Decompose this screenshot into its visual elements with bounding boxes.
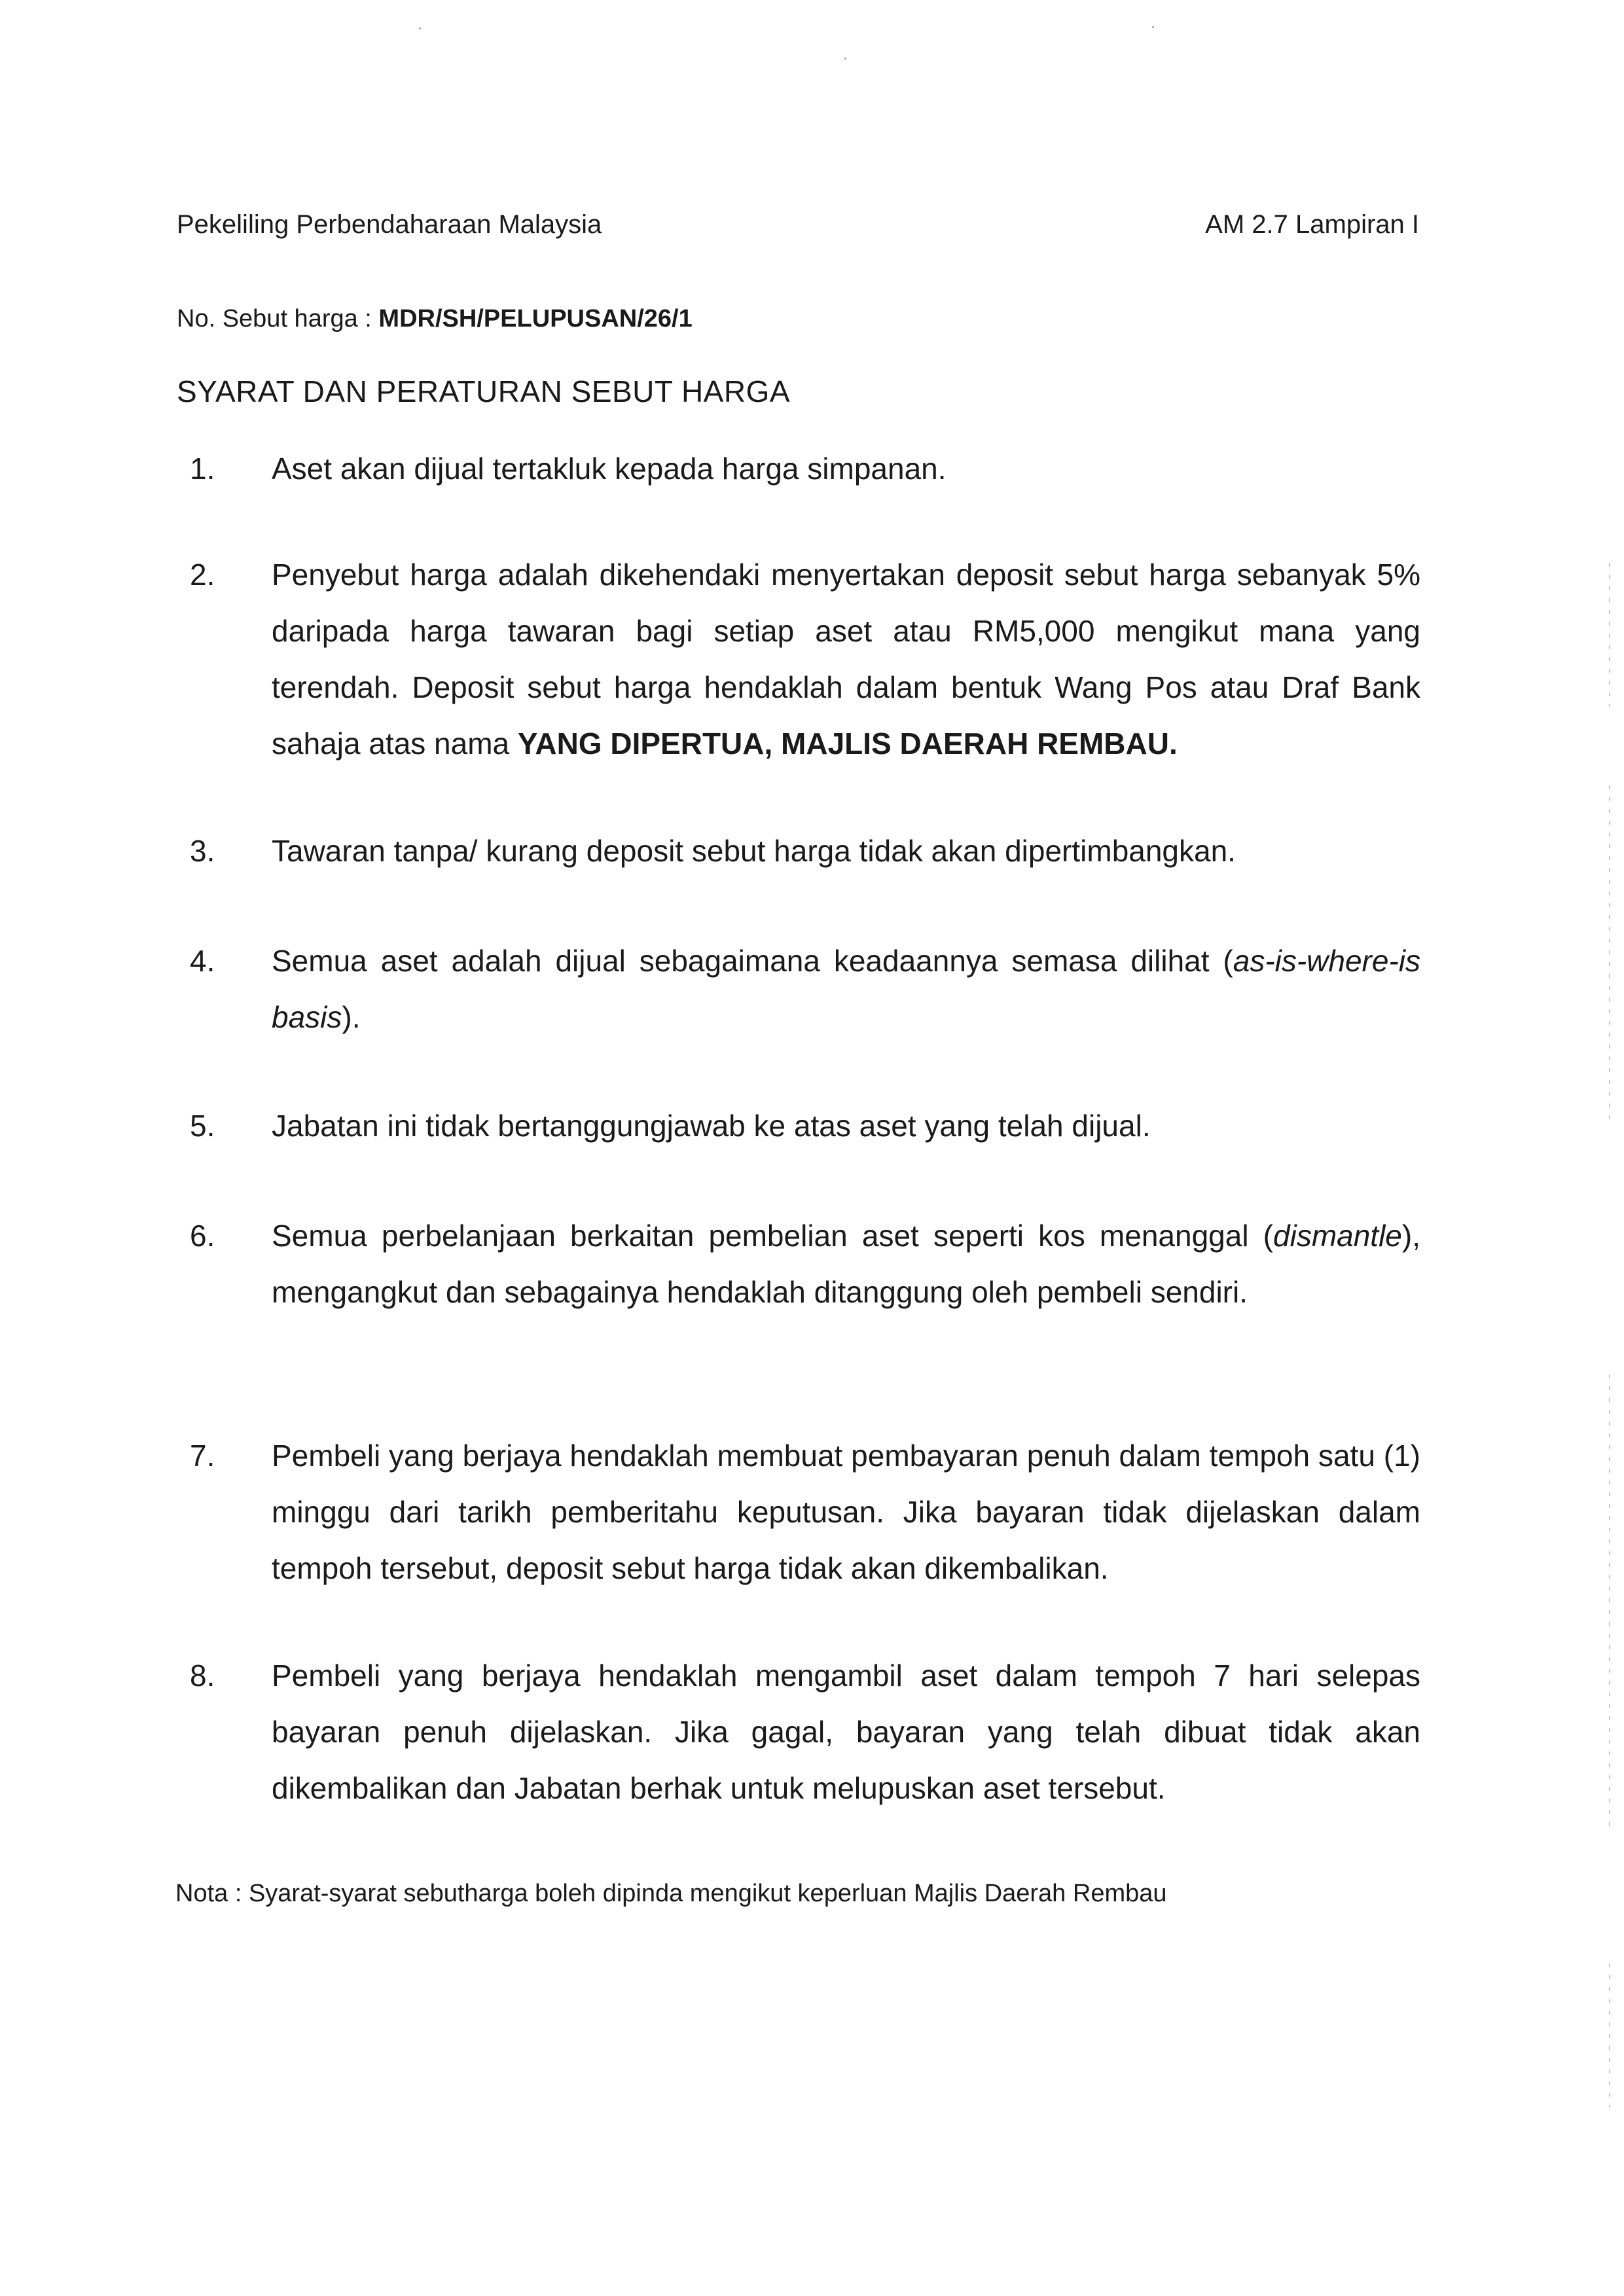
condition-number: 5. [190,1109,215,1143]
condition-text: Tawaran tanpa/ kurang deposit sebut harga tidak akan dipertimbangkan. [272,834,1236,868]
condition-text-part: Semua perbelanjaan berkaitan pembelian aset seperti kos menanggal ( [272,1219,1274,1253]
scan-speck [1152,26,1154,28]
condition-text-italic: as-is-where-is basis [272,944,1420,1034]
condition-text-part: ). [342,1000,361,1034]
condition-text: Jabatan ini tidak bertanggungjawab ke atas aset yang telah dijual. [272,1109,1151,1143]
condition-number: 3. [190,834,215,868]
scan-edge-mark [1609,563,1610,707]
scan-speck [419,27,421,29]
condition-number: 1. [190,452,215,486]
condition-text-italic: dismantle [1273,1219,1402,1253]
condition-text: Aset akan dijual tertakluk kepada harga simpanan. [272,452,947,486]
condition-text-part: Penyebut harga adalah dikehendaki menyertakan deposit sebut harga sebanyak 5% daripada harga tawaran bagi setiap aset atau RM5,000 mengikut mana yang terendah. Deposit sebut harga hendaklah dalam bentuk Wang Pos atau Draf Bank sahaja atas nama [272,558,1420,761]
condition-number: 4. [190,944,215,978]
condition-text: Pembeli yang berjaya hendaklah mengambil aset dalam tempoh 7 hari selepas bayaran penuh dijelaskan. Jika gagal, bayaran yang telah dibuat tidak akan dikembalikan dan Jabatan berhak untuk melupuskan aset tersebut. [272,1659,1420,1805]
header-circular-title: Pekeliling Perbendaharaan Malaysia [177,210,602,239]
condition-text [272,933,1420,1045]
condition-text-payee: YANG DIPERTUA, MAJLIS DAERAH REMBAU. [517,726,1178,761]
condition-text-part: Semua aset adalah dijual sebagaimana keadaannya semasa dilihat ( [272,944,1233,978]
condition-text [272,1208,1420,1320]
scan-edge-mark [1609,785,1610,1126]
quotation-number-value: MDR/SH/PELUPUSAN/26/1 [378,305,693,332]
scan-speck [844,58,846,60]
condition-number: 2. [190,558,215,592]
footnote: Nota : Syarat-syarat sebutharga boleh dipinda mengikut keperluan Majlis Daerah Rembau [175,1880,1167,1907]
scan-edge-mark [1609,1964,1610,2108]
quotation-number-label: No. Sebut harga : [177,305,379,332]
condition-number: 8. [190,1659,215,1693]
scan-edge-mark [1609,1374,1610,1833]
condition-text [272,547,1420,772]
quotation-number [177,302,693,335]
condition-text-part: ), mengangkut dan sebagainya hendaklah ditanggung oleh pembeli sendiri. [272,1219,1420,1309]
header-appendix-ref: AM 2.7 Lampiran I [1205,210,1419,239]
condition-text: Pembeli yang berjaya hendaklah membuat pembayaran penuh dalam tempoh satu (1) minggu dari tarikh pemberitahu keputusan. Jika bayaran tidak dijelaskan dalam tempoh tersebut, deposit sebut harga tidak akan dikembalikan. [272,1439,1420,1585]
condition-number: 6. [190,1219,215,1253]
document-title: SYARAT DAN PERATURAN SEBUT HARGA [177,374,791,408]
condition-number: 7. [190,1439,215,1473]
